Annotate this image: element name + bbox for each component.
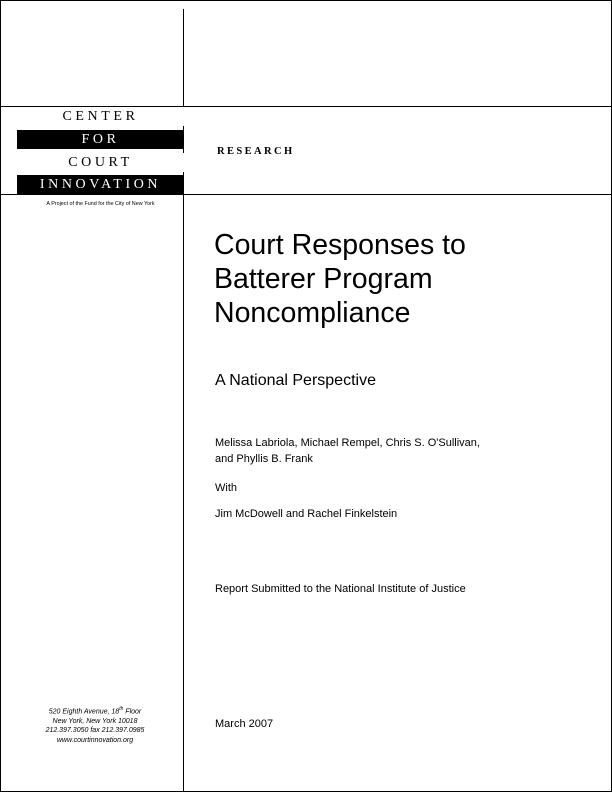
with-label: With (215, 482, 237, 494)
address-street: 520 Eighth Avenue, 18th Floor (48, 706, 142, 716)
authors-line-1: Melissa Labriola, Michael Rempel, Chris S. O'Sullivan, (215, 437, 480, 449)
logo-line-court: COURT (17, 153, 184, 172)
ordinal-suffix: th (119, 706, 124, 712)
contributors: Jim McDowell and Rachel Finkelstein (215, 508, 398, 520)
address-city: New York, New York 10018 (52, 717, 138, 725)
logo-tagline: A Project of the Fund for the City of New York (46, 201, 155, 207)
report-date: March 2007 (215, 718, 274, 730)
authors-line-2: and Phyllis B. Frank (215, 453, 313, 465)
title-line-2: Batterer Program (214, 263, 433, 295)
authors (215, 435, 535, 467)
report-subtitle: A National Perspective (215, 372, 376, 389)
address-phone: 212.397.3050 fax 212.397.0985 (45, 727, 145, 735)
title-line-3: Noncompliance (214, 297, 411, 329)
logo-line-innovation: INNOVATION (17, 175, 184, 194)
logo-line-center: CENTER (17, 107, 184, 126)
logo-line-for: FOR (17, 130, 184, 149)
report-title (214, 228, 584, 330)
vertical-rule (183, 9, 184, 792)
submission-note: Report Submitted to the National Institute of Justice (215, 583, 466, 595)
address-website: www.courtinnovation.org (56, 736, 134, 744)
middle-horizontal-rule (0, 194, 612, 195)
address-block (20, 705, 170, 745)
section-label: RESEARCH (217, 146, 295, 157)
title-line-1: Court Responses to (214, 229, 466, 261)
